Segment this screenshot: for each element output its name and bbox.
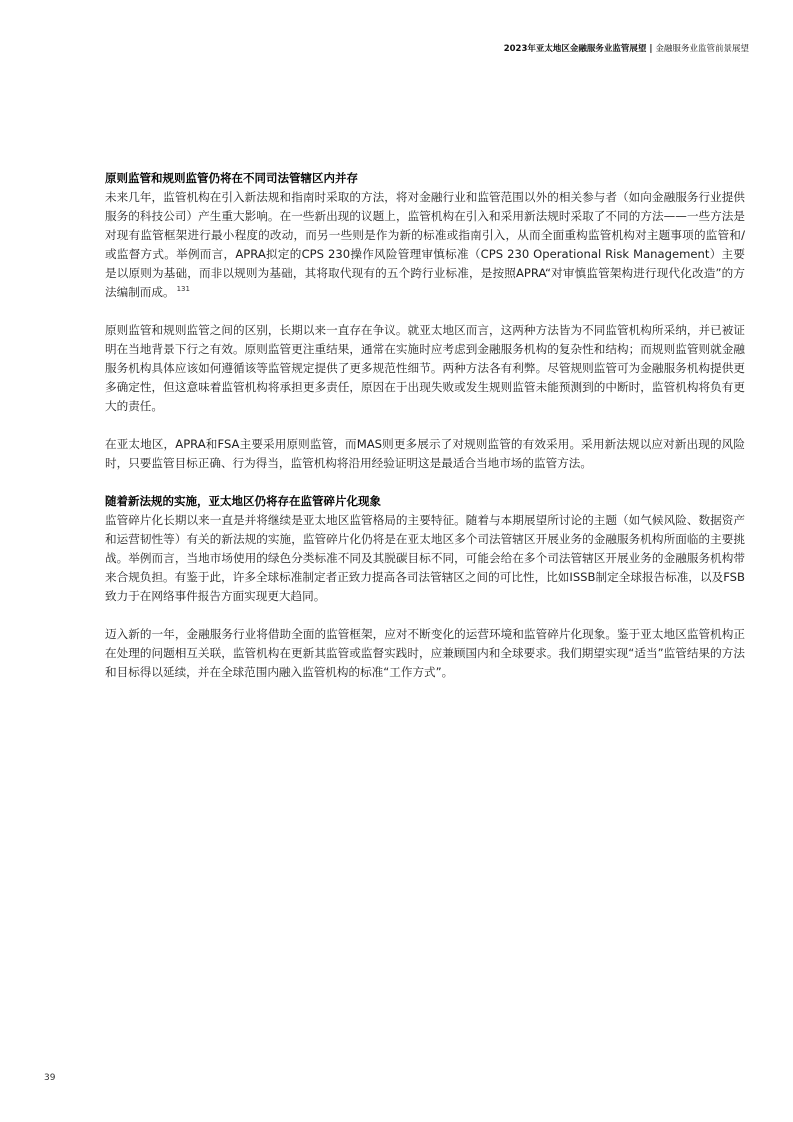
page-number: 39 — [44, 1073, 56, 1083]
footnote-reference[interactable]: 131 — [176, 285, 190, 294]
paragraph: 原则监管和规则监管之间的区别，长期以来一直存在争议。就亚太地区而言，这两种方法皆为不同监管机构所采纳，并已被证明在当地背景下行之有效。原则监管更注重结果，通常在实施时应考虑到金融服务机构的复杂性和结构；而规则监管则就金融服务机构具体应该如何遵循该等监管规定提供了更多规范性细节。两种方法各有利弊。尽管规则监管可为金融服务机构提供更多确定性，但这意味着监管机构将承担更多责任，原因在于出现失败或发生规则监管未能预测到的中断时，监管机构将负有更大的责任。 — [105, 323, 745, 413]
paragraph-text: 未来几年，监管机构在引入新法规和指南时采取的方法，将对金融行业和监管范围以外的相关参与者（如向金融服务行业提供服务的科技公司）产生重大影响。在一些新出现的议题上，监管机构在引入和采用新法规时采取了不同的方法——一些方法是对现有监管框架进行最小程度的改动，而另一些则是作为新的标准或指南引入，从而全面重构监管机构对主题事项的监管和/或监督方式。举例而言，APRA拟定的CPS 230操作风险管理审慎标准（CPS 230 Operational Risk Management）主要是以原则为基础，而非以规则为基础，其将取代现有的五个跨行业标准，是按照APRA“对审慎监管架构进行现代化改造”的方法编制而成。 — [105, 190, 745, 299]
main-content — [105, 169, 745, 682]
paragraph: 监管碎片化长期以来一直是并将继续是亚太地区监管格局的主要特征。随着与本期展望所讨论的主题（如气候风险、数据资产和运营韧性等）有关的新法规的实施，监管碎片化仍将是在亚太地区多个司法管辖区开展业务的金融服务机构所面临的主要挑战。举例而言，当地市场使用的绿色分类标准不同及其脱碳目标不同，可能会给在多个司法管辖区开展业务的金融服务机构带来合规负担。有鉴于此，许多全球标准制定者正致力提高各司法管辖区之间的可比性，比如ISSB制定全球报告标准，以及FSB致力于在网络事件报告方面实现更大趋同。 — [105, 513, 745, 603]
paragraph: 迈入新的一年，金融服务行业将借助全面的监管框架，应对不断变化的运营环境和监管碎片化现象。鉴于亚太地区监管机构正在处理的问题相互关联，监管机构在更新其监管或监督实践时，应兼顾国内和全球要求。我们期望实现“适当”监管结果的方法和目标得以延续，并在全球范围内融入监管机构的标准“工作方式”。 — [105, 627, 745, 679]
header-separator: | — [649, 44, 653, 54]
paragraph: 在亚太地区，APRA和FSA主要采用原则监管，而MAS则更多展示了对规则监管的有效采用。采用新法规以应对新出现的风险时，只要监管目标正确、行为得当，监管机构将沿用经验证明这是最适合当地市场的监管方法。 — [105, 437, 745, 470]
paragraph — [105, 188, 745, 302]
section-title: 金融服务业监管前景展望 — [655, 44, 749, 54]
section-heading-principles: 原则监管和规则监管仍将在不同司法管辖区内并存 — [105, 171, 358, 185]
running-header — [504, 43, 749, 55]
report-title: 2023年亚太地区金融服务业监管展望 — [503, 44, 647, 54]
section-heading-fragmentation: 随着新法规的实施，亚太地区仍将存在监管碎片化现象 — [105, 494, 381, 508]
